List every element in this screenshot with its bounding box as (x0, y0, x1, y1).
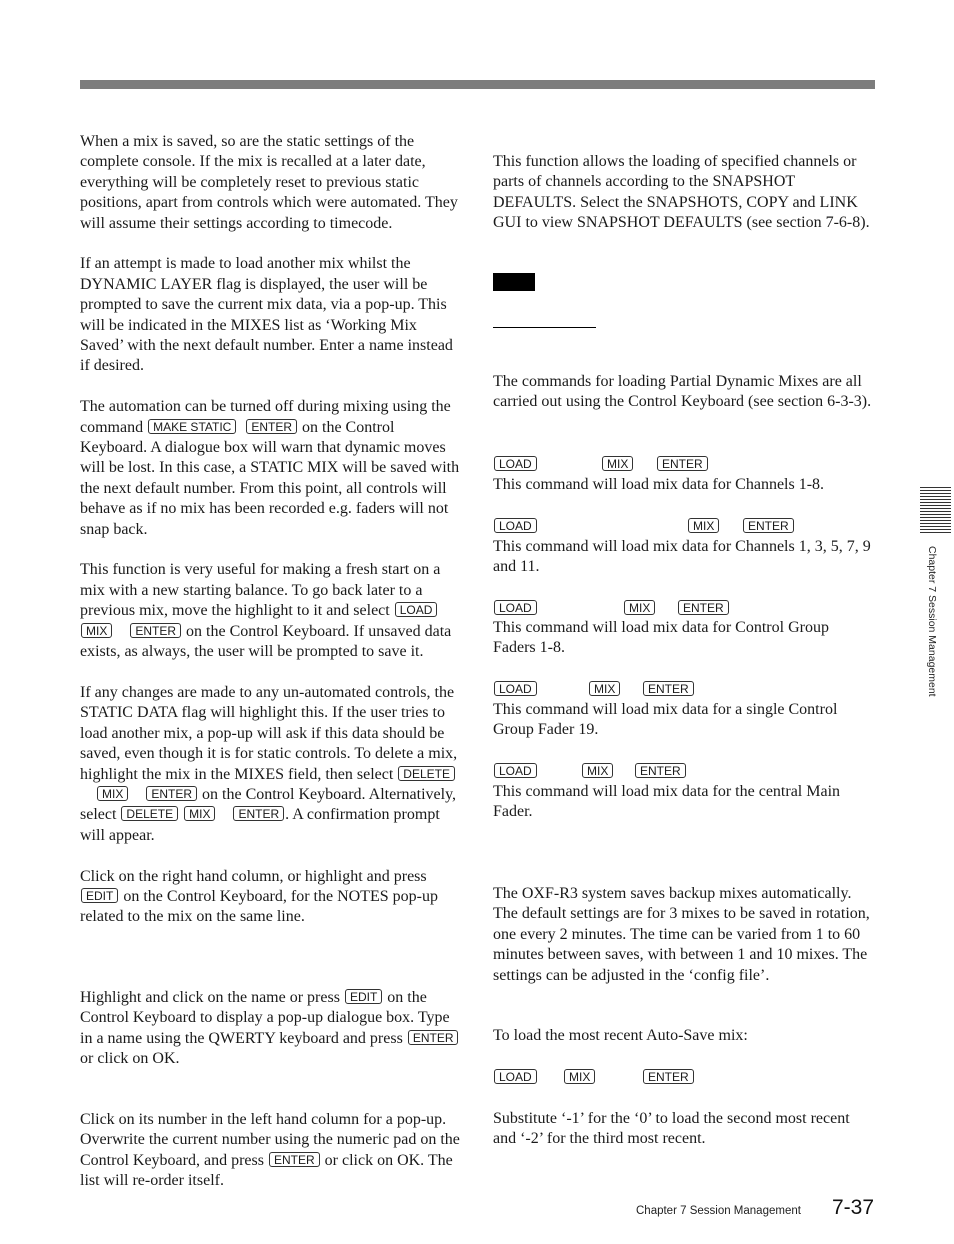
key-mix: MIX (602, 456, 633, 471)
key-enter: ENTER (130, 623, 181, 638)
key-load: LOAD (494, 763, 537, 778)
command-2 (493, 518, 875, 534)
key-enter: ENTER (678, 600, 729, 615)
key-edit: EDIT (81, 888, 118, 903)
key-enter: ENTER (233, 806, 284, 821)
paragraph-substitute: Substitute ‘-1’ for the ‘0’ to load the second most recent and ‘-2’ for the third most recent. (493, 1110, 850, 1148)
note-marker (493, 273, 535, 291)
note-underline (493, 327, 596, 328)
key-load: LOAD (494, 600, 537, 615)
key-enter: ENTER (643, 681, 694, 696)
command-5-description: This command will load mix data for the central Main Fader. (493, 783, 841, 821)
key-mix: MIX (589, 681, 620, 696)
key-enter: ENTER (743, 518, 794, 533)
key-load: LOAD (494, 1069, 537, 1084)
key-enter: ENTER (657, 456, 708, 471)
footer-chapter-label: Chapter 7 Session Management (636, 1205, 801, 1217)
header-rule (80, 80, 875, 89)
paragraph-dynamic-layer: If an attempt is made to load another mix whilst the DYNAMIC LAYER flag is displayed, the user will be prompted to save the current mix data, via a pop-up. This will be indicated in the MIXES list as ‘Working Mix Saved’ with the next default number. Enter a name instead if desired. (80, 255, 453, 375)
paragraph-fresh-start: This function is very useful for making a fresh start on a mix with a new starting balance. To go back later to a previous mix, move the highlight to it and select LOAD MIX ENTER on the Control Keyboard. If unsaved data exists, as always, the user will be prompted to save it. (80, 561, 452, 661)
key-make-static: MAKE STATIC (148, 419, 236, 434)
paragraph-static-settings: When a mix is saved, so are the static settings of the complete console. If the mix is recalled at a later date, everything will be completely reset to previous static positions, apart from controls which were automated. They will assume their settings according to timecode. (80, 133, 458, 232)
key-mix: MIX (81, 623, 112, 638)
key-load: LOAD (494, 681, 537, 696)
command-5 (493, 763, 875, 779)
key-enter: ENTER (643, 1069, 694, 1084)
paragraph-commands: The commands for loading Partial Dynamic Mixes are all carried out using the Control Keyboard (see section 6-3-3). (493, 373, 872, 411)
command-3 (493, 600, 875, 616)
chapter-tab-marker (920, 487, 951, 533)
paragraph-notes: Click on the right hand column, or highlight and press EDIT on the Control Keyboard, for the NOTES pop-up related to the mix on the same line. (80, 867, 438, 926)
key-mix: MIX (564, 1069, 595, 1084)
key-mix: MIX (184, 806, 215, 821)
command-3-description: This command will load mix data for Control Group Faders 1-8. (493, 619, 829, 657)
paragraph-rename: Highlight and click on the name or press EDIT on the Control Keyboard to display a pop-up dialogue box. Type in a name using the QWERTY keyboard and press ENTER or click on OK. (80, 988, 462, 1070)
chapter-side-label: Chapter 7 Session Management (926, 546, 938, 697)
key-mix: MIX (582, 763, 613, 778)
paragraph-partial-load: This function allows the loading of specified channels or parts of channels according to the SNAPSHOT DEFAULTS. Select the SNAPSHOTS, COPY and LINK GUI to view SNAPSHOT DEFAULTS (see section 7-6-8). (493, 153, 870, 232)
command-4 (493, 681, 875, 697)
key-load: LOAD (494, 456, 537, 471)
command-1-description: This command will load mix data for Channels 1-8. (493, 476, 825, 493)
key-mix: MIX (624, 600, 655, 615)
page-number: 7-37 (832, 1196, 875, 1219)
key-mix: MIX (97, 786, 128, 801)
key-load: LOAD (395, 602, 438, 617)
key-enter: ENTER (246, 419, 297, 434)
key-enter: ENTER (269, 1152, 320, 1167)
key-edit: EDIT (345, 989, 382, 1004)
command-1 (493, 456, 875, 472)
command-4-description: This command will load mix data for a single Control Group Fader 19. (493, 701, 838, 739)
paragraph-load-recent: To load the most recent Auto-Save mix: (493, 1027, 748, 1044)
key-load: LOAD (494, 518, 537, 533)
key-enter: ENTER (635, 763, 686, 778)
key-enter: ENTER (146, 786, 197, 801)
paragraph-unautomated-changes: If any changes are made to any un-automated controls, the STATIC DATA flag will highlight this. If the user tries to load another mix, a pop-up will ask if this data should be saved, even though it is for static controls. To delete a mix, highlight the mix in the MIXES field, then select DELETE MIX ENTER on the Control Keyboard. Alternatively, select DELETE MIX ENTER . A confirmation prompt will appear. (80, 683, 458, 844)
key-delete: DELETE (398, 766, 455, 781)
command-autosave-load (493, 1069, 875, 1085)
paragraph-automation-off: The automation can be turned off during mixing using the command MAKE STATIC ENTER on the Control Keyboard. A dialogue box will warn that dynamic moves will be lost. In this case, a STATIC MIX will be saved with the next default number. From this point, all controls will behave as if no mix has been recorded e.g. faders will not snap back. (80, 398, 460, 538)
key-delete: DELETE (121, 806, 178, 821)
paragraph-renumber: Click on its number in the left hand column for a pop-up. Overwrite the current number using the numeric pad on the Control Keyboard, and press ENTER or click on OK. The list will re-order itself. (80, 1111, 460, 1190)
command-2-description: This command will load mix data for Channels 1, 3, 5, 7, 9 and 11. (493, 538, 871, 576)
left-column (80, 132, 462, 928)
paragraph-autosave: The OXF-R3 system saves backup mixes automatically. The default settings are for 3 mixes to be saved in rotation, one every 2 minutes. The time can be varied from 1 to 60 minutes between saves, with between 1 and 10 mixes. The settings can be adjusted in the ‘config file’. (493, 885, 870, 984)
key-enter: ENTER (408, 1030, 459, 1045)
key-mix: MIX (688, 518, 719, 533)
